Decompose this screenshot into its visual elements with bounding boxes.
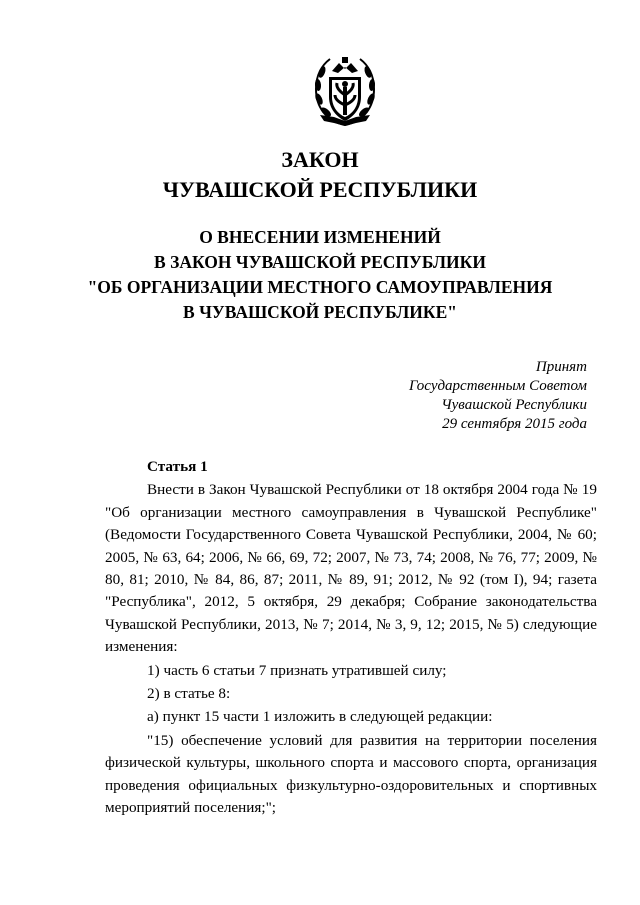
article-body bbox=[105, 456, 597, 821]
article-paragraph: "15) обеспечение условий для развития на территории поселения физической культуры, школьного спорта и массового спорта, организация проведения официальных физкультурно-оздоровительных и спортивных мероприятий поселения;"; bbox=[105, 731, 597, 817]
law-subtitle-line: О ВНЕСЕНИИ ИЗМЕНЕНИЙ bbox=[199, 227, 441, 247]
law-subtitle bbox=[0, 225, 640, 325]
law-subtitle-line: В ЗАКОН ЧУВАШСКОЙ РЕСПУБЛИКИ bbox=[154, 252, 486, 272]
law-subtitle-line: "ОБ ОРГАНИЗАЦИИ МЕСТНОГО САМОУПРАВЛЕНИЯ bbox=[87, 277, 553, 297]
adoption-line: Чувашской Республики bbox=[441, 397, 587, 413]
law-title-line: ЧУВАШСКОЙ РЕСПУБЛИКИ bbox=[162, 177, 478, 202]
law-title-line: ЗАКОН bbox=[281, 147, 359, 172]
adoption-line: Принят bbox=[535, 359, 587, 375]
article-paragraph: а) пункт 15 части 1 изложить в следующей редакции: bbox=[147, 708, 493, 726]
article-paragraph: 1) часть 6 статьи 7 признать утратившей силу; bbox=[147, 661, 447, 679]
article-paragraph: Внести в Закон Чувашской Республики от 18 октября 2004 года № 19 "Об организации местного самоуправления в Чувашской Республике" (Ведомости Государственного Совета Чувашской Республики, 2004, № 60; 2005, № 63, 64; 2006, № 66, 69, 72; 2007, № 73, 74; 2008, № 76, 77; 2009, № 80, 81; 2010, № 84, 86, 87; 2011, № 89, 91; 2012, № 92 (том I), 94; газета "Республика", 2012, 5 октября, 29 декабря; Собрание законодательства Чувашской Республики, 2013, № 7; 2014, № 3, 9, 12; 2015, № 5) следующие изменения: bbox=[105, 481, 597, 656]
adoption-line: Государственным Советом bbox=[409, 378, 587, 394]
adoption-note bbox=[380, 358, 587, 434]
law-title bbox=[0, 145, 640, 205]
article-heading: Статья 1 bbox=[147, 458, 208, 475]
article-paragraph: 2) в статье 8: bbox=[147, 685, 231, 703]
adoption-date: 29 сентября 2015 года bbox=[442, 416, 587, 432]
chuvash-republic-emblem-icon bbox=[312, 55, 378, 127]
law-subtitle-line: В ЧУВАШСКОЙ РЕСПУБЛИКЕ" bbox=[183, 302, 457, 322]
